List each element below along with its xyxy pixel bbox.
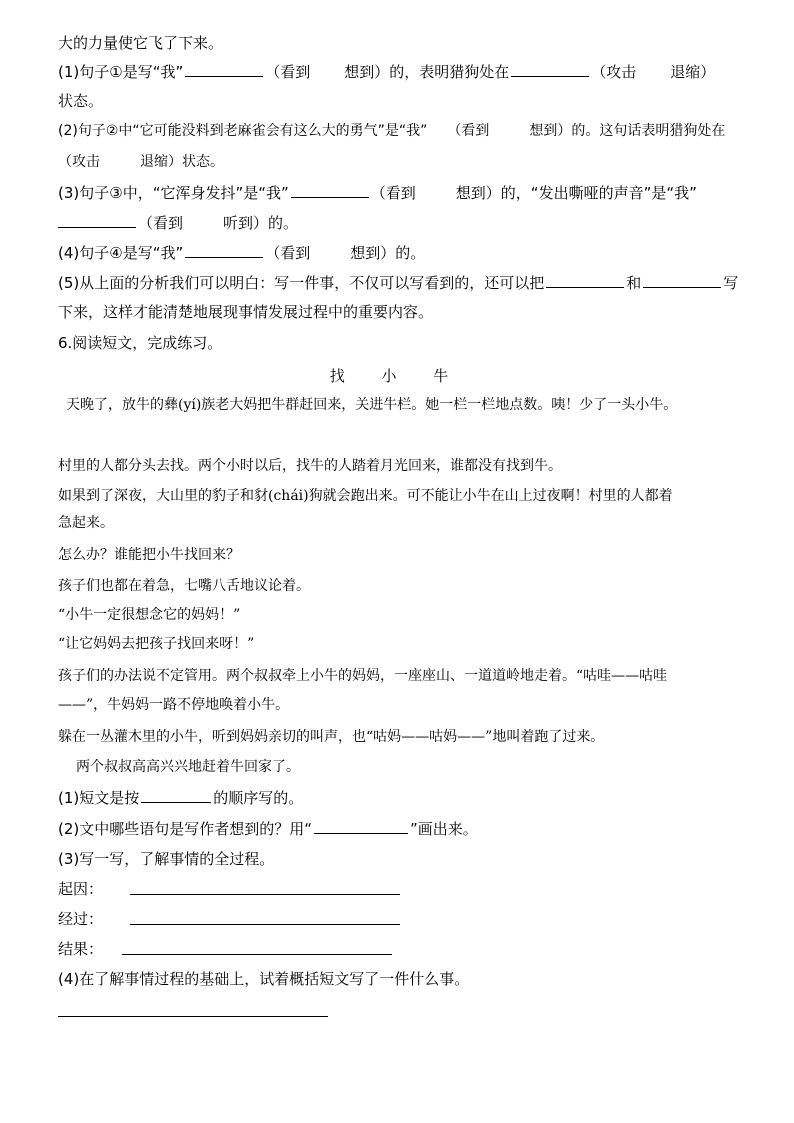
passage-p5: 孩子们也都在着急，七嘴八舌地议论着。: [58, 578, 310, 594]
q5-item-5-cont: 下来，这样才能清楚地展现事情发展过程中的重要内容。: [58, 303, 434, 321]
q6-question-3: (3)写一写，了解事情的全过程。: [58, 850, 275, 868]
q6-heading: 6.阅读短文，完成练习。: [58, 334, 223, 352]
cause-label: 起因：: [58, 880, 104, 898]
passage-p4: 怎么办？谁能把小牛找回来？: [58, 547, 240, 563]
q6-question-2: (2)文中哪些语句是写作者想到的？用“ ”画出来。: [58, 820, 478, 838]
passage-p1: 天晚了，放牛的彝(yí)族老大妈把牛群赶回来，关进牛栏。她一栏一栏地点数。咦！少了一头小牛。: [66, 397, 678, 413]
q5-item-3: (3)句子③中，“它浑身发抖”是“我” （看到 想到）的，“发出嘶哑的声音”是“我”: [58, 184, 697, 202]
q5-item-5: (5)从上面的分析我们可以明白：写一件事，不仅可以写看到的，还可以把 和 写: [58, 274, 739, 292]
passage-p3: 如果到了深夜，大山里的豹子和豺(chái)狗就会跑出来。可不能让小牛在山上过夜啊！村里的人都着: [58, 488, 673, 504]
q5-item-2-cont: （攻击 退缩）状态。: [58, 154, 224, 170]
q6-question-1: (1)短文是按 的顺序写的。: [58, 789, 304, 807]
q6-question-4: (4)在了解事情过程的基础上，试着概括短文写了一件什么事。: [58, 970, 470, 988]
passage-p8: 孩子们的办法说不定管用。两个叔叔牵上小牛的妈妈，一座座山、一道道岭地走着。“咕哇——咕哇: [58, 668, 668, 684]
answer-blank[interactable]: [185, 61, 263, 77]
answer-blank[interactable]: [643, 272, 721, 288]
cause-answer-line[interactable]: [130, 894, 400, 895]
q5-item-1-cont: 状态。: [58, 92, 104, 110]
q5-item-4: (4)句子④是写“我” （看到 想到）的。: [58, 244, 426, 262]
answer-blank[interactable]: [141, 787, 211, 803]
passage-p2: 村里的人都分头去找。两个小时以后，找牛的人踏着月光回来，谁都没有找到牛。: [58, 458, 562, 474]
result-answer-line[interactable]: [122, 954, 392, 955]
passage-p3-cont: 急起来。: [58, 515, 114, 531]
intro-tail: 大的力量使它飞了下来。: [58, 34, 224, 52]
passage-p10: 两个叔叔高高兴兴地赶着牛回家了。: [76, 759, 300, 775]
result-label: 结果：: [58, 940, 104, 958]
answer-blank[interactable]: [546, 272, 624, 288]
process-label: 经过：: [58, 910, 104, 928]
summary-answer-line[interactable]: [58, 1016, 328, 1017]
answer-blank[interactable]: [511, 61, 589, 77]
passage-p7: “让它妈妈去把孩子找回来呀！”: [58, 636, 255, 652]
q5-item-3-cont: （看到 听到）的。: [58, 212, 298, 233]
passage-p9: 躲在一丛灌木里的小牛，听到妈妈亲切的叫声，也“咕妈——咕妈——”地叫着跑了过来。: [58, 729, 605, 745]
process-answer-line[interactable]: [130, 924, 400, 925]
passage-p6: “小牛一定很想念它的妈妈！”: [58, 607, 241, 623]
q5-item-1: (1)句子①是写“我” （看到 想到）的，表明猎狗处在 （攻击 退缩）: [58, 63, 716, 81]
passage-title: 找 小 牛: [329, 367, 465, 385]
passage-p8-cont: ——”，牛妈妈一路不停地唤着小牛。: [58, 697, 290, 713]
q5-item-2: (2)句子②中“它可能没料到老麻雀会有这么大的勇气”是“我” （看到 想到）的。这句话表明猎狗处在: [58, 123, 726, 139]
answer-blank[interactable]: [185, 242, 263, 258]
answer-blank[interactable]: [58, 212, 136, 228]
answer-blank[interactable]: [291, 182, 369, 198]
underline-sample: [314, 818, 408, 834]
